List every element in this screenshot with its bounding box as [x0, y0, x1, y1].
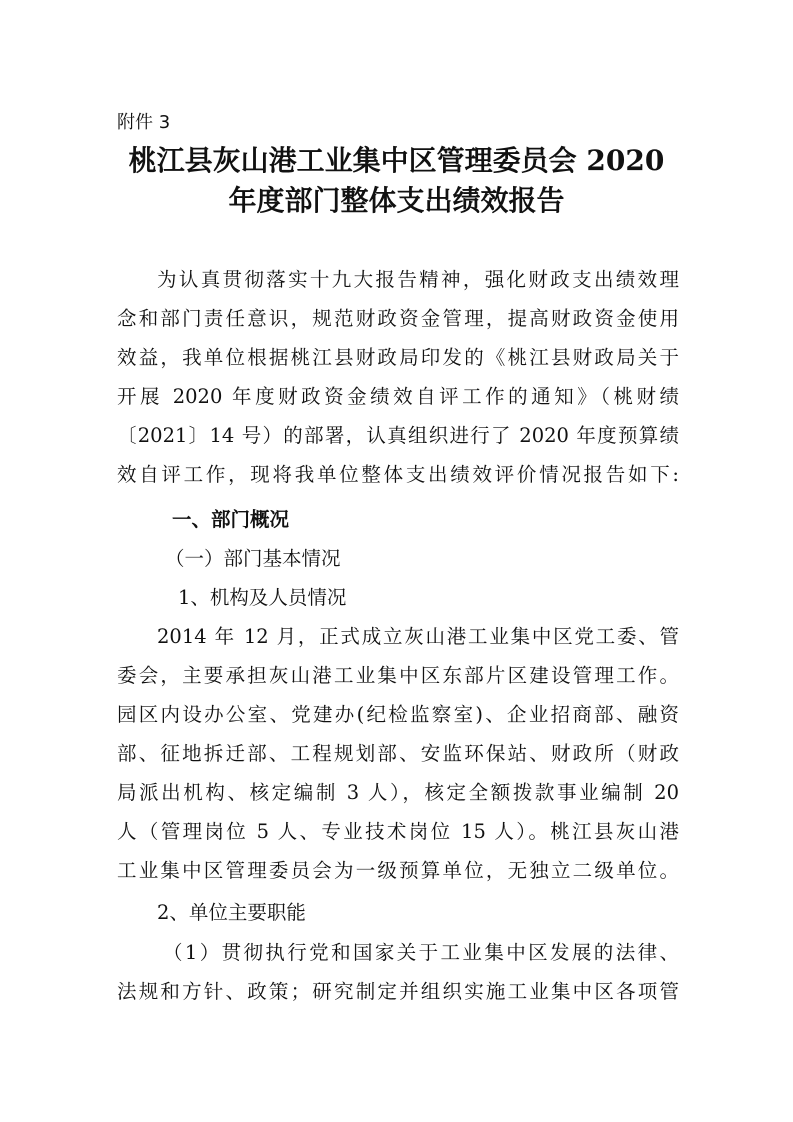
intro-line-5: 〔2021〕14 号）的部署，认真组织进行了 2020 年度预算绩: [117, 424, 679, 447]
item2-line-1: （1）贯彻执行党和国家关于工业集中区发展的法律、: [163, 941, 679, 964]
intro-line-4: 开展 2020 年度财政资金绩效自评工作的通知》（桃财绩: [117, 385, 679, 408]
item1-line-2: 委会，主要承担灰山港工业集中区东部片区建设管理工作。: [117, 664, 679, 687]
item1-line-4: 部、征地拆迁部、工程规划部、安监环保站、财政所（财政: [117, 742, 679, 765]
attachment-label: 附件 3: [117, 112, 171, 133]
item1-line-3: 园区内设办公室、党建办(纪检监察室)、企业招商部、融资: [117, 703, 679, 726]
intro-line-6: 效自评工作，现将我单位整体支出绩效评价情况报告如下:: [117, 463, 679, 486]
item1-line-5: 局派出机构、核定编制 3 人），核定全额拨款事业编制 20: [117, 781, 679, 804]
document-title-line-2: 年度部门整体支出绩效报告: [228, 184, 565, 217]
document-title-line-1: 桃江县灰山港工业集中区管理委员会 2020: [128, 144, 665, 177]
subsection-heading-basic-info: （一）部门基本情况: [165, 547, 341, 570]
section-heading-overview: 一、部门概况: [172, 508, 290, 531]
item-heading-organization: 1、机构及人员情况: [178, 586, 347, 609]
intro-line-2: 念和部门责任意识，规范财政资金管理，提高财政资金使用: [117, 307, 679, 330]
item-heading-functions: 2、单位主要职能: [157, 901, 306, 924]
intro-line-3: 效益，我单位根据桃江县财政局印发的《桃江县财政局关于: [117, 346, 679, 369]
item1-line-6: 人（管理岗位 5 人、专业技术岗位 15 人）。桃江县灰山港: [117, 820, 679, 843]
item1-line-1: 2014 年 12 月，正式成立灰山港工业集中区党工委、管: [157, 625, 679, 648]
item2-line-2: 法规和方针、政策；研究制定并组织实施工业集中区各项管: [117, 980, 679, 1003]
intro-line-1: 为认真贯彻落实十九大报告精神，强化财政支出绩效理: [157, 268, 679, 291]
item1-line-7: 工业集中区管理委员会为一级预算单位，无独立二级单位。: [117, 859, 679, 882]
